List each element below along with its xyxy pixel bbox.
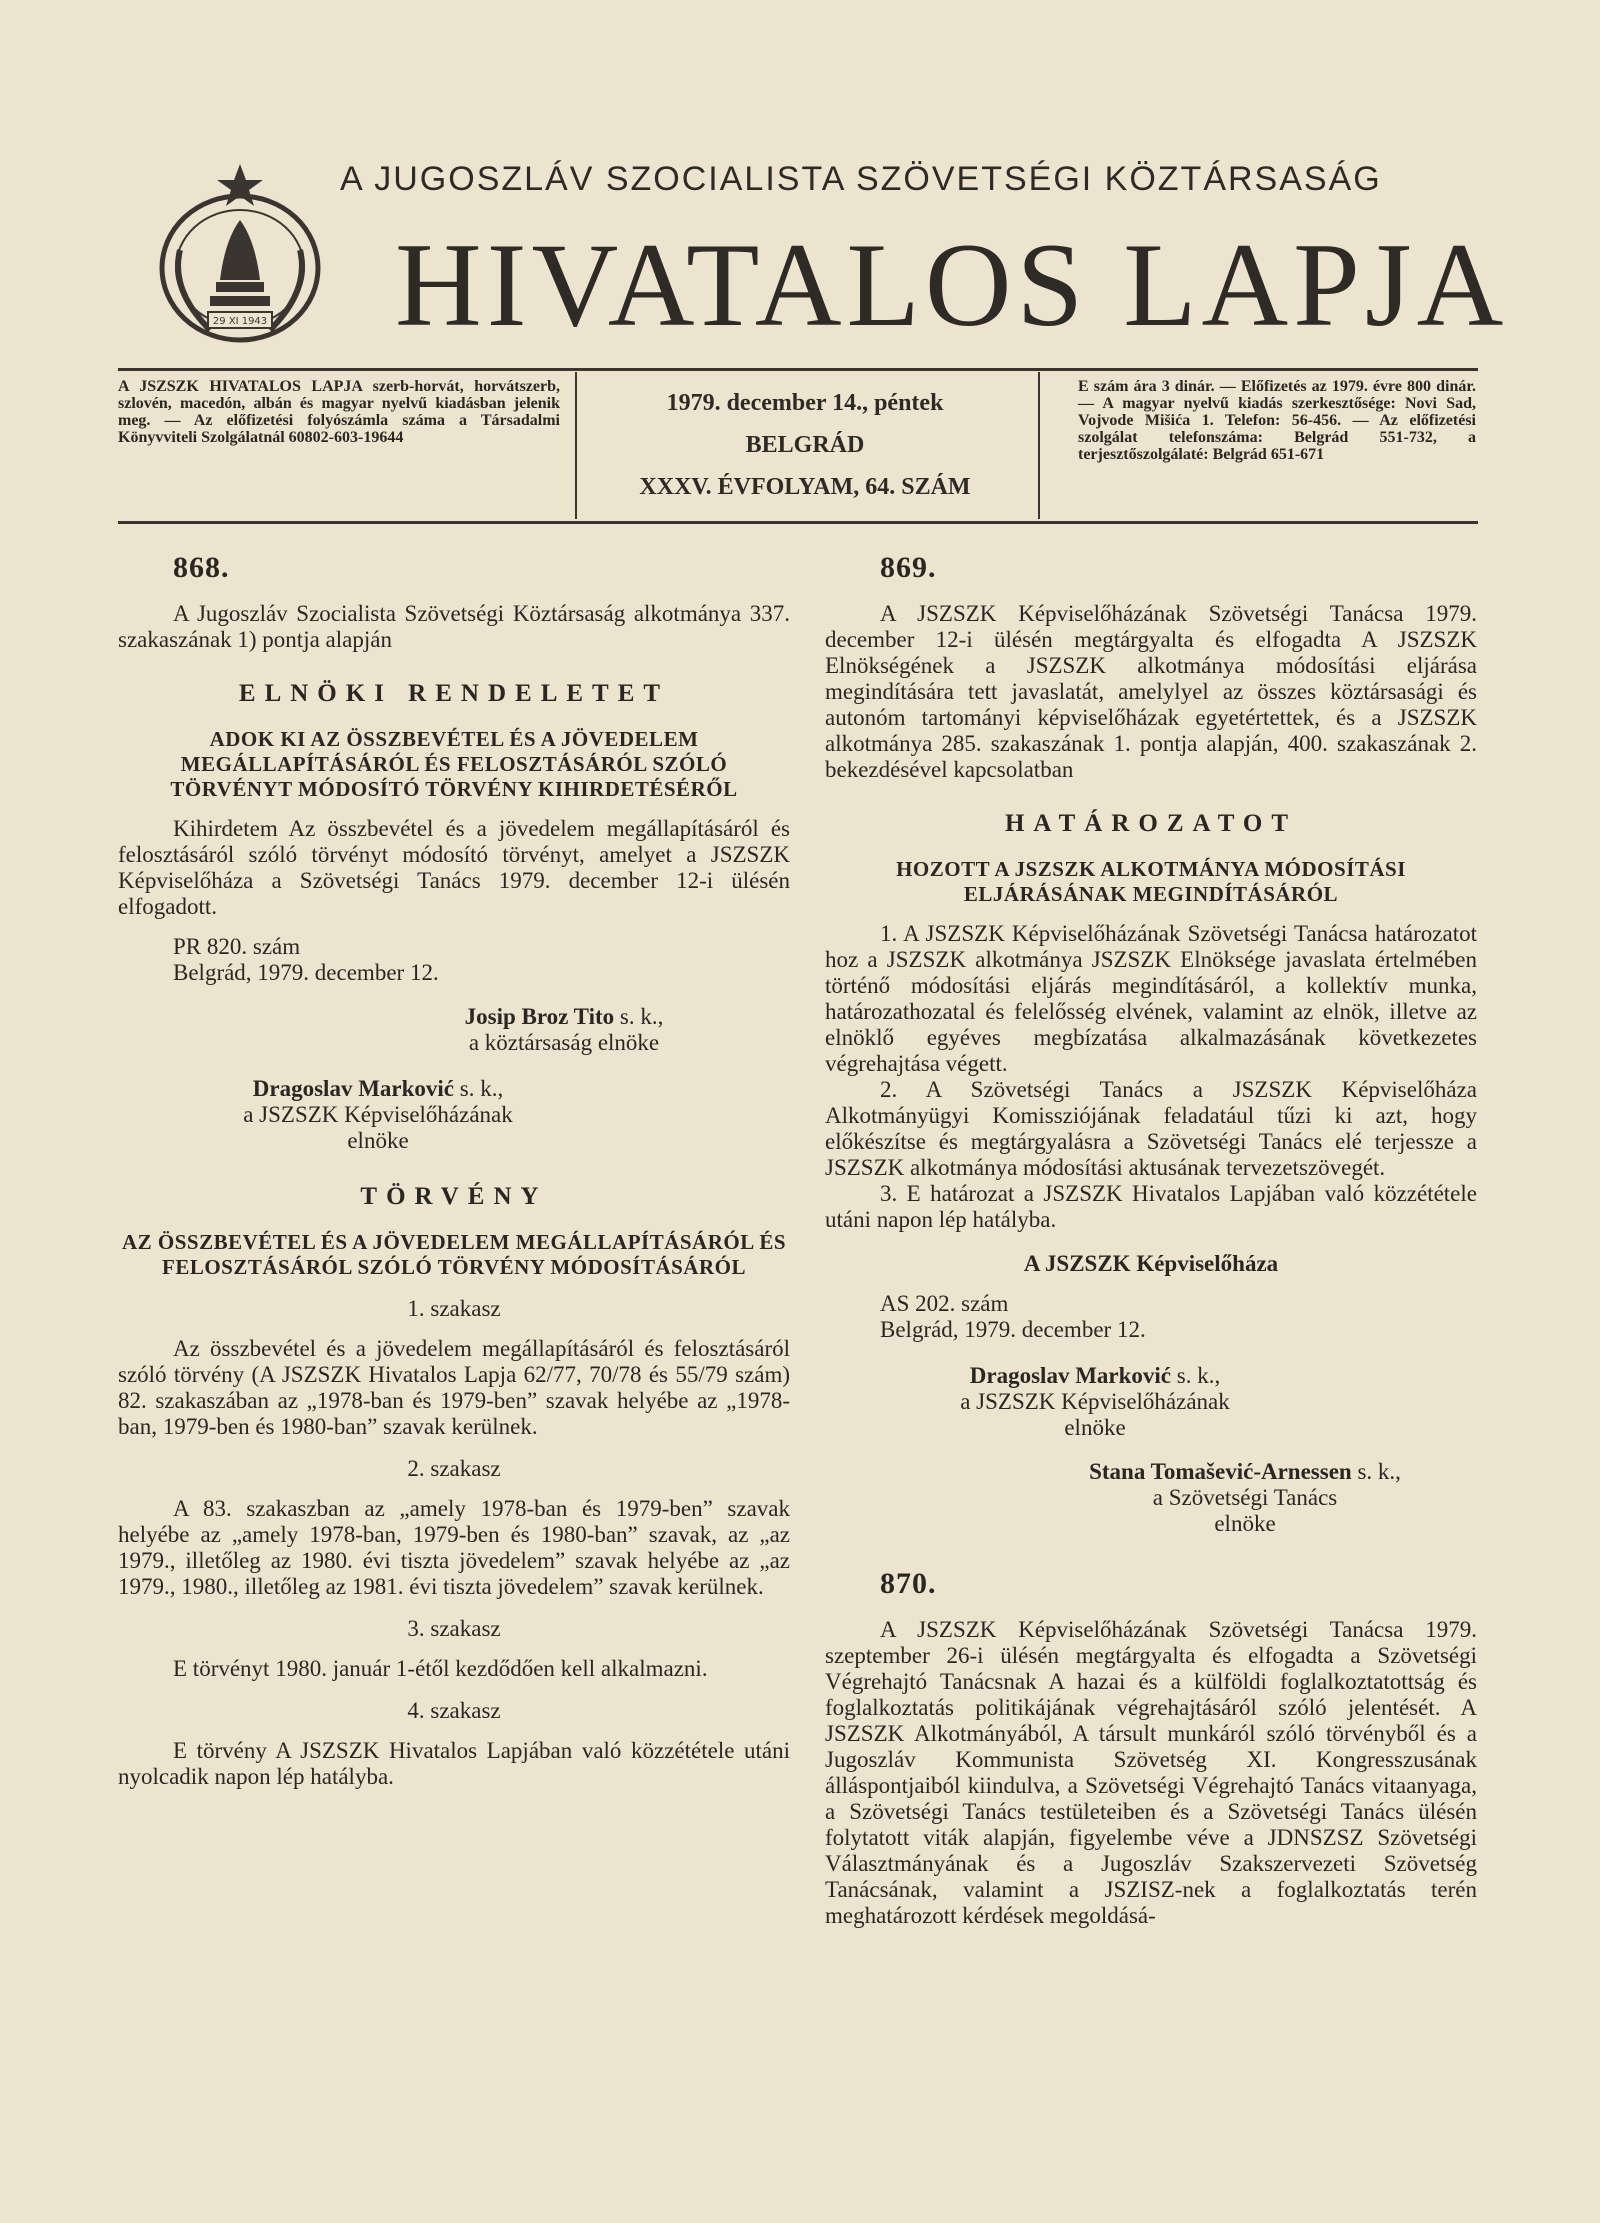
- state-emblem-icon: [150, 160, 330, 350]
- law-heading: TÖRVÉNY: [360, 1183, 548, 1210]
- decree-intro: A Jugoszláv Szocialista Szövetségi Köztársaság alkotmánya 337. szakaszának 1) pontja alapján: [118, 601, 790, 652]
- signer-name: Dragoslav Marković: [969, 1363, 1171, 1388]
- left-column: [118, 551, 790, 1790]
- header-divider-left: [575, 372, 577, 519]
- masthead-title: HIVATALOS LAPJA: [395, 218, 1509, 351]
- section-4-label: 4. szakasz: [407, 1698, 501, 1723]
- signer-sk: s. k.,: [1176, 1363, 1221, 1388]
- section-1-text: Az összbevétel és a jövedelem megállapításáról és felosztásáról szóló törvény (A JSZSZK Hivatalos Lapja 62/77, 70/78 és 55/79 szám) 82. szakaszában az „1978-ban és 1979-ben” szavak helyébe az „1978-ban, 1979-ben és 1980-ban” szavak kerülnek.: [118, 1336, 790, 1439]
- issue-number: XXXV. ÉVFOLYAM, 64. SZÁM: [639, 474, 971, 500]
- signer-sk: s. k.,: [619, 1004, 664, 1029]
- resolution-heading: HATÁROZATOT: [1004, 810, 1298, 837]
- signer-role: a JSZSZK Képviselőházának: [243, 1102, 513, 1127]
- report-text-870: A JSZSZK Képviselőházának Szövetségi Tanácsa 1979. szeptember 26-i ülésén megtárgyalta és elfogadta a Szövetségi Végrehajtó Tanácsnak A hazai és a külföldi foglalkoztatottság és foglalkoztatás politikájának végrehajtásáról szóló jelentését. A JSZSZK Alkotmányából, A társult munkáról szóló törvényből és a Jugoszláv Kommunista Szövetség XI. Kongresszusának álláspontjaiból kiindulva, a Szövetségi Végrehajtó Tanács vitaanyaga, a Szövetségi Tanács testületeiben és a Szövetségi Tanács ülésén folytatott viták alapján, figyelembe véve a JDNSZSZ Szövetségi Választmányának és a Jugoszláv Szakszervezeti Szövetség Tanácsának, valamint a JSZISZ-nek a foglalkoztatás terén meghatározott kérdések megoldásá-: [825, 1617, 1477, 1928]
- section-3-label: 3. szakasz: [407, 1616, 501, 1641]
- decree-text: Kihirdetem Az összbevétel és a jövedelem megállapításáról és felosztásáról szóló törvényt módosító törvényt, amelyet a JSZSZK Képviselőháza a Szövetségi Tanács 1979. december 12-i ülésén elfogadott.: [118, 816, 790, 919]
- resolution-as-number: AS 202. szám: [880, 1291, 1009, 1316]
- signature-tomasevic: [1035, 1459, 1455, 1537]
- law-title: AZ ÖSSZBEVÉTEL ÉS A JÖVEDELEM MEGÁLLAPÍTÁSÁRÓL ÉS FELOSZTÁSÁRÓL SZÓLÓ TÖRVÉNY MÓDOSÍTÁSÁRÓL: [121, 1230, 787, 1279]
- right-column: [825, 551, 1477, 1929]
- signature-markovic: [168, 1076, 588, 1154]
- section-2-label: 2. szakasz: [407, 1456, 501, 1481]
- header-subscription-info: A JSZSZK HIVATALOS LAPJA szerb-horvát, horvátszerb, szlovén, macedón, albán és magyar nyelvű kiadásban jelenik meg. — Az előfizetési folyószámla száma a Társadalmi Könyvviteli Szolgálatnál 60802-603-19644: [118, 378, 560, 446]
- emblem-date: 29 XI 1943: [212, 316, 268, 327]
- item-number-869: 869.: [880, 551, 937, 584]
- signer-role: elnöke: [1214, 1511, 1276, 1536]
- item-number-870: 870.: [880, 1567, 937, 1600]
- signer-name: Stana Tomašević-Arnessen: [1089, 1459, 1352, 1484]
- signer-name: Dragoslav Marković: [252, 1076, 454, 1101]
- signer-role: a köztársaság elnöke: [468, 1030, 660, 1055]
- signer-role: elnöke: [347, 1128, 409, 1153]
- signer-role: a Szövetségi Tanács: [1152, 1485, 1338, 1510]
- signer-role: a JSZSZK Képviselőházának: [960, 1389, 1230, 1414]
- issue-city: BELGRÁD: [745, 432, 865, 458]
- header-rule-bottom: [118, 521, 1478, 524]
- signer-role: elnöke: [1064, 1415, 1126, 1440]
- item-number-868: 868.: [173, 551, 230, 584]
- header-rule-top: [118, 368, 1478, 371]
- signature-tito: [338, 1004, 790, 1056]
- header-price-info: E szám ára 3 dinár. — Előfizetés az 1979. évre 800 dinár. — A magyar nyelvű kiadás szerkesztősége: Novi Sad, Vojvode Mišića 1. Telefon: 56-456. — Az előfizetési szolgálat telefonszáma: Belgrád 551-732, a terjesztőszolgálaté: Belgrád 651-671: [1078, 378, 1476, 463]
- resolution-place-date: Belgrád, 1979. december 12.: [880, 1317, 1146, 1342]
- resolution-point-1: 1. A JSZSZK Képviselőházának Szövetségi Tanácsa határozatot hoz a JSZSZK alkotmánya JSZSZK Elnöksége javaslata értelmében történő módosítási eljárás megindításáról, a kollektív munka, határozathozatal és felelősség elvének, valamint az elnök, illetve az elnöklő egyéves megbízatása alkalmazásának következetes végrehajtása végett.: [825, 921, 1477, 1076]
- header-issue-info: [585, 388, 1025, 502]
- section-4-text: E törvény A JSZSZK Hivatalos Lapjában való közzététele utáni nyolcadik napon lép hatályba.: [118, 1738, 790, 1789]
- section-2-text: A 83. szakaszban az „amely 1978-ban és 1979-ben” szavak helyébe az „amely 1978-ban, 1979-ben és 1980-ban” szavak, az „az 1979., illetőleg az 1980. évi tiszta jövedelem” szavak helyébe az „az 1979., 1980., illetőleg az 1981. évi tiszta jövedelem” szavak kerülnek.: [118, 1496, 790, 1599]
- header-divider-right: [1038, 372, 1040, 519]
- decree-title: ADOK KI AZ ÖSSZBEVÉTEL ÉS A JÖVEDELEM MEGÁLLAPÍTÁSÁRÓL ÉS FELOSZTÁSÁRÓL SZÓLÓ TÖRVÉNYT MÓDOSÍTÓ TÖRVÉNY KIHIRDETÉSÉRŐL: [170, 727, 738, 801]
- resolution-point-3: 3. E határozat a JSZSZK Hivatalos Lapjában való közzététele utáni napon lép hatályba.: [825, 1181, 1477, 1232]
- resolution-issuer: A JSZSZK Képviselőháza: [1023, 1251, 1279, 1276]
- resolution-point-2: 2. A Szövetségi Tanács a JSZSZK Képviselőháza Alkotmányügyi Komissziójának feladatául tűzi ki azt, hogy előkészítse és megtárgyalásra a Szövetségi Tanács elé terjessze a JSZSZK alkotmánya módosítási aktusának tervezetszövegét.: [825, 1077, 1477, 1180]
- decree-heading: ELNÖKI RENDELETET: [238, 680, 670, 707]
- signer-sk: s. k.,: [459, 1076, 504, 1101]
- decree-place-date: Belgrád, 1979. december 12.: [173, 960, 439, 985]
- signer-name: Josip Broz Tito: [464, 1004, 615, 1029]
- decree-pr-number: PR 820. szám: [173, 934, 301, 959]
- section-3-text: E törvényt 1980. január 1-étől kezdődően kell alkalmazni.: [173, 1656, 708, 1681]
- signature-markovic-869: [905, 1363, 1285, 1441]
- resolution-intro: A JSZSZK Képviselőházának Szövetségi Tanácsa 1979. december 12-i ülésén megtárgyalta és elfogadta A JSZSZK Elnökségének a JSZSZK alkotmánya módosítási eljárása megindítására tett javaslatát, amelylyel az összes köztársasági és autonóm tartományi képviselőházak egyetértettek, és a JSZSZK alkotmánya 285. szakaszának 1. pontja alapján, 400. szakaszának 2. bekezdésével kapcsolatban: [825, 601, 1477, 782]
- resolution-title: HOZOTT A JSZSZK ALKOTMÁNYA MÓDOSÍTÁSI ELJÁRÁSÁNAK MEGINDÍTÁSÁRÓL: [896, 857, 1406, 906]
- masthead-superscript: A JUGOSZLÁV SZOCIALISTA SZÖVETSÉGI KÖZTÁRSASÁG: [340, 160, 1382, 198]
- issue-date: 1979. december 14., péntek: [666, 390, 944, 416]
- signer-sk: s. k.,: [1357, 1459, 1401, 1484]
- section-1-label: 1. szakasz: [407, 1296, 501, 1321]
